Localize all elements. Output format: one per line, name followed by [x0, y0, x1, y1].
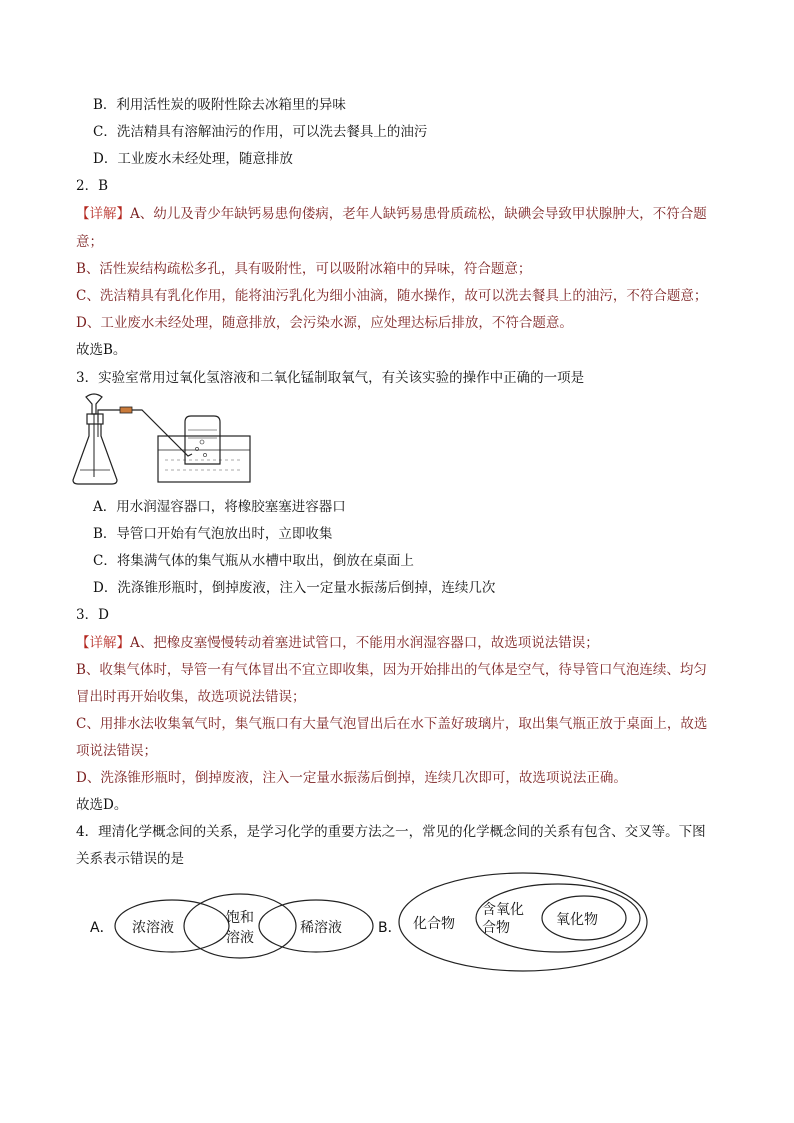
q3-detail-d: D、洗涤锥形瓶时，倒掉废液，注入一定量水振荡后倒掉，连续几次即可，故选项说法正确。 [76, 770, 627, 786]
q4-question: 4．理清化学概念间的关系，是学习化学的重要方法之一，常见的化学概念间的关系有包含、交叉等。下图 [76, 824, 706, 840]
q2-conclusion: 故选B。 [76, 342, 127, 358]
q3-detail-c-cont: 项说法错误； [76, 743, 157, 759]
q4-venn-diagrams [80, 870, 720, 990]
venn-saturated-solution-2: 溶液 [226, 930, 254, 946]
oxygen-collection-apparatus-illustration [70, 392, 260, 492]
q2-detail-a [76, 204, 707, 224]
q3-detail-b: B、收集气体时，导管一有气体冒出不宜立即收集，因为开始排出的气体是空气，待导管口气泡连续、均匀 [76, 662, 707, 678]
venn-compound: 化合物 [413, 916, 455, 932]
q3-detail-c: C、用排水法收集氧气时，集气瓶口有大量气泡冒出后在水下盖好玻璃片，取出集气瓶正放于桌面上，故选 [76, 716, 708, 732]
q3-detail-a [76, 633, 599, 653]
detail-text: A、幼儿及青少年缺钙易患佝偻病，老年人缺钙易患骨质疏松，缺碘会导致甲状腺肿大，不符合题 [130, 206, 707, 222]
venn-oxygen-compound-1: 含氧化 [482, 902, 524, 918]
venn-saturated-solution-1: 饱和 [226, 910, 254, 926]
diagram-b-label: B． [378, 920, 402, 936]
q3-option-d: D．洗涤锥形瓶时，倒掉废液，注入一定量水振荡后倒掉，连续几次 [93, 580, 496, 596]
q2-detail-b: B、活性炭结构疏松多孔，具有吸附性，可以吸附冰箱中的异味，符合题意； [76, 261, 532, 277]
q2-detail-d: D、工业废水未经处理，随意排放，会污染水源，应处理达标后排放，不符合题意。 [76, 315, 573, 331]
diagram-a-label: A． [90, 920, 114, 936]
q4-question-cont: 关系表示错误的是 [76, 851, 184, 867]
q2-detail-c: C、洗洁精具有乳化作用，能将油污乳化为细小油滴，随水操作，故可以洗去餐具上的油污，不符合题意； [76, 288, 708, 304]
q1-option-b: B．利用活性炭的吸附性除去冰箱里的异味 [93, 97, 346, 113]
detail-tag: 【详解】 [76, 635, 130, 651]
q3-question: 3．实验室常用过氧化氢溶液和二氧化锰制取氧气，有关该实验的操作中正确的一项是 [76, 370, 585, 386]
venn-oxygen-compound-2: 合物 [482, 920, 510, 936]
venn-dilute-solution: 稀溶液 [300, 920, 342, 936]
q3-option-b: B．导管口开始有气泡放出时，立即收集 [93, 526, 333, 542]
q3-option-a: A．用水润湿容器口，将橡胶塞塞进容器口 [93, 499, 346, 515]
q3-option-c: C．将集满气体的集气瓶从水槽中取出，倒放在桌面上 [93, 553, 414, 569]
q1-option-d: D．工业废水未经处理，随意排放 [93, 151, 293, 167]
q3-conclusion: 故选D。 [76, 797, 128, 813]
q3-detail-b-cont: 冒出时再开始收集，故选项说法错误； [76, 689, 306, 705]
q2-answer: 2．B [76, 178, 109, 194]
q3-answer: 3．D [76, 607, 109, 623]
venn-oxide: 氧化物 [556, 912, 598, 928]
venn-concentrated-solution: 浓溶液 [132, 920, 174, 936]
q1-option-c: C．洗洁精具有溶解油污的作用，可以洗去餐具上的油污 [93, 124, 428, 140]
detail-tag: 【详解】 [76, 206, 130, 222]
detail-text: A、把橡皮塞慢慢转动着塞进试管口，不能用水润湿容器口，故选项说法错误； [130, 635, 599, 651]
q2-detail-a-cont: 意； [76, 234, 103, 250]
